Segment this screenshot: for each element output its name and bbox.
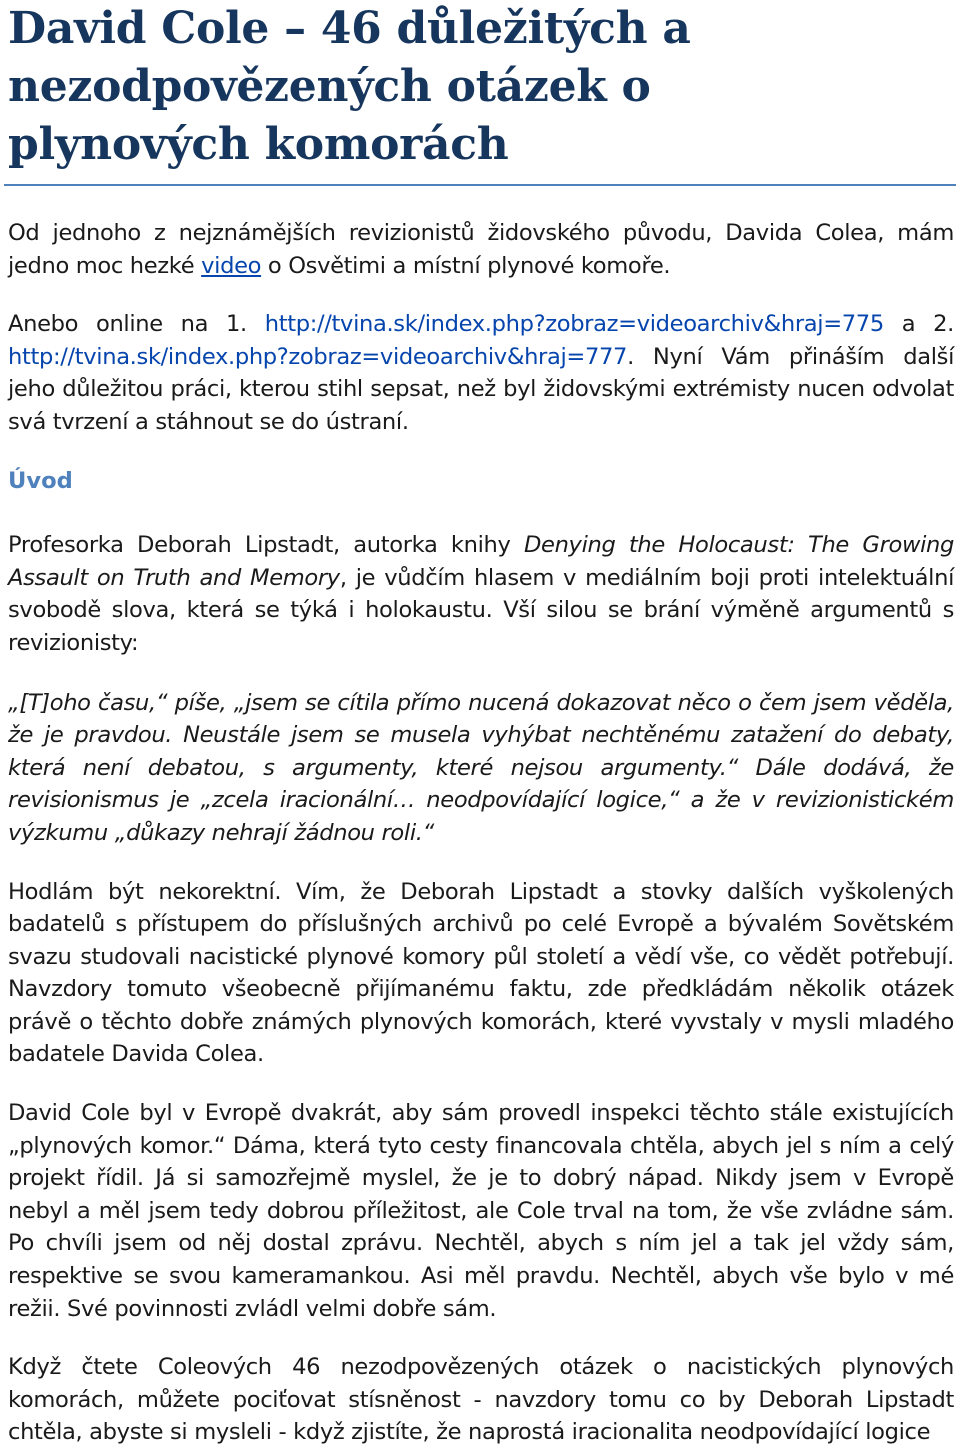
- title-underline-rule: [4, 184, 956, 186]
- intro-text-before-link: Od jednoho z nejznámějších revizionistů židovského původu, Davida Colea, mám jedno moc hezké: [8, 220, 954, 279]
- hodlam-paragraph: Hodlám být nekorektní. Vím, že Deborah Lipstadt a stovky dalších vyškolených badatelů s přístupem do příslušných archivů po celé Evropě a bývalém Sovětském svazu studovali nacistické plynové komory půl století a vědí vše, co vědět potřebují. Navzdory tomuto všeobecně přijímanému faktu, zde předkládám několik otázek právě o těchto dobře známých plynových komorách, které vyvstaly v mysli mladého badatele Davida Colea.: [8, 878, 954, 1068]
- quote-paragraph: [8, 687, 954, 850]
- links-suffix: . Nyní Vám přináším další jeho důležitou práci, kterou stihl sepsat, než byl židovskými extrémisty nucen odvolat svá tvrzení a stáhnout se do ústraní.: [8, 343, 954, 435]
- cole-paragraph: David Cole byl v Evropě dvakrát, aby sám provedl inspekci těchto stále existujících „plynových komor.“ Dáma, která tyto cesty financovala chtěla, abych jel s ním a celý projekt řídil. Já si samozřejmě myslel, že je to dobrý nápad. Nikdy jsem v Evropě nebyl a měl jsem tedy dobrou příležitost, ale Cole trval na tom, že vše zvládne sám. Po chvíli jsem od něj dostal zprávu. Nechtěl, abych s ním jel a tak jel vždy sám, respektive se svou kameramankou. Asi měl pravdu. Nechtěl, abych vše bylo v mé režii. Své povinnosti zvládl velmi dobře sám.: [8, 1100, 954, 1322]
- links-prefix: Anebo online na 1.: [8, 311, 265, 338]
- page-title: [8, 0, 954, 174]
- intro-text-after-link: o Osvětimi a místní plynové komoře.: [261, 252, 671, 279]
- section-heading-uvod: Úvod: [8, 467, 73, 494]
- lipstadt-text-1: Profesorka Deborah Lipstadt, autorka knihy: [8, 532, 524, 559]
- lipstadt-text-2: , je vůdčím hlasem v mediálním boji proti intelektuální svobodě slova, která se týká i holokaustu. Vší silou se brání výměně argumentů s revizionisty:: [8, 564, 955, 656]
- title-line-1: David Cole – 46 důležitých a: [8, 3, 691, 54]
- lipstadt-paragraph: [8, 529, 954, 659]
- video-archive-link-777[interactable]: http://tvina.sk/index.php?zobraz=videoarchiv&hraj=777: [8, 343, 628, 370]
- links-middle: a 2.: [883, 311, 954, 338]
- document-page: [8, 0, 954, 1449]
- title-line-3: plynových komorách: [8, 119, 509, 170]
- video-archive-link-775[interactable]: http://tvina.sk/index.php?zobraz=videoarchiv&hraj=775: [264, 311, 884, 338]
- title-line-2: nezodpovězených otázek o: [8, 61, 651, 112]
- intro-paragraph: [8, 217, 954, 282]
- quote-text: „[T]oho času,“ píše, „jsem se cítila přímo nucená dokazovat něco o čem jsem věděla, že je pravdou. Neustále jsem se musela vyhýbat nechtěnému zatažení do debaty, která není debatou, s argumenty, které nejsou argumenty.“ Dále dodává, že revisionismus je „zcela iracionální… neodpovídající logice,“ a že v revizionistickém výzkumu „důkazy nehrají žádnou roli.“: [8, 689, 954, 846]
- video-link[interactable]: video: [201, 252, 262, 279]
- book-title: Denying the Holocaust: The Growing Assault on Truth and Memory: [8, 532, 955, 591]
- kdyz-paragraph: Když čtete Coleových 46 nezodpovězených otázek o nacistických plynových komorách, můžete pociťovat stísněnost - navzdory tomu co by Deborah Lipstadt chtěla, abyste si mysleli - když zjistíte, že naprostá iracionalita neodpovídající logice: [8, 1354, 954, 1446]
- links-paragraph: [8, 308, 954, 438]
